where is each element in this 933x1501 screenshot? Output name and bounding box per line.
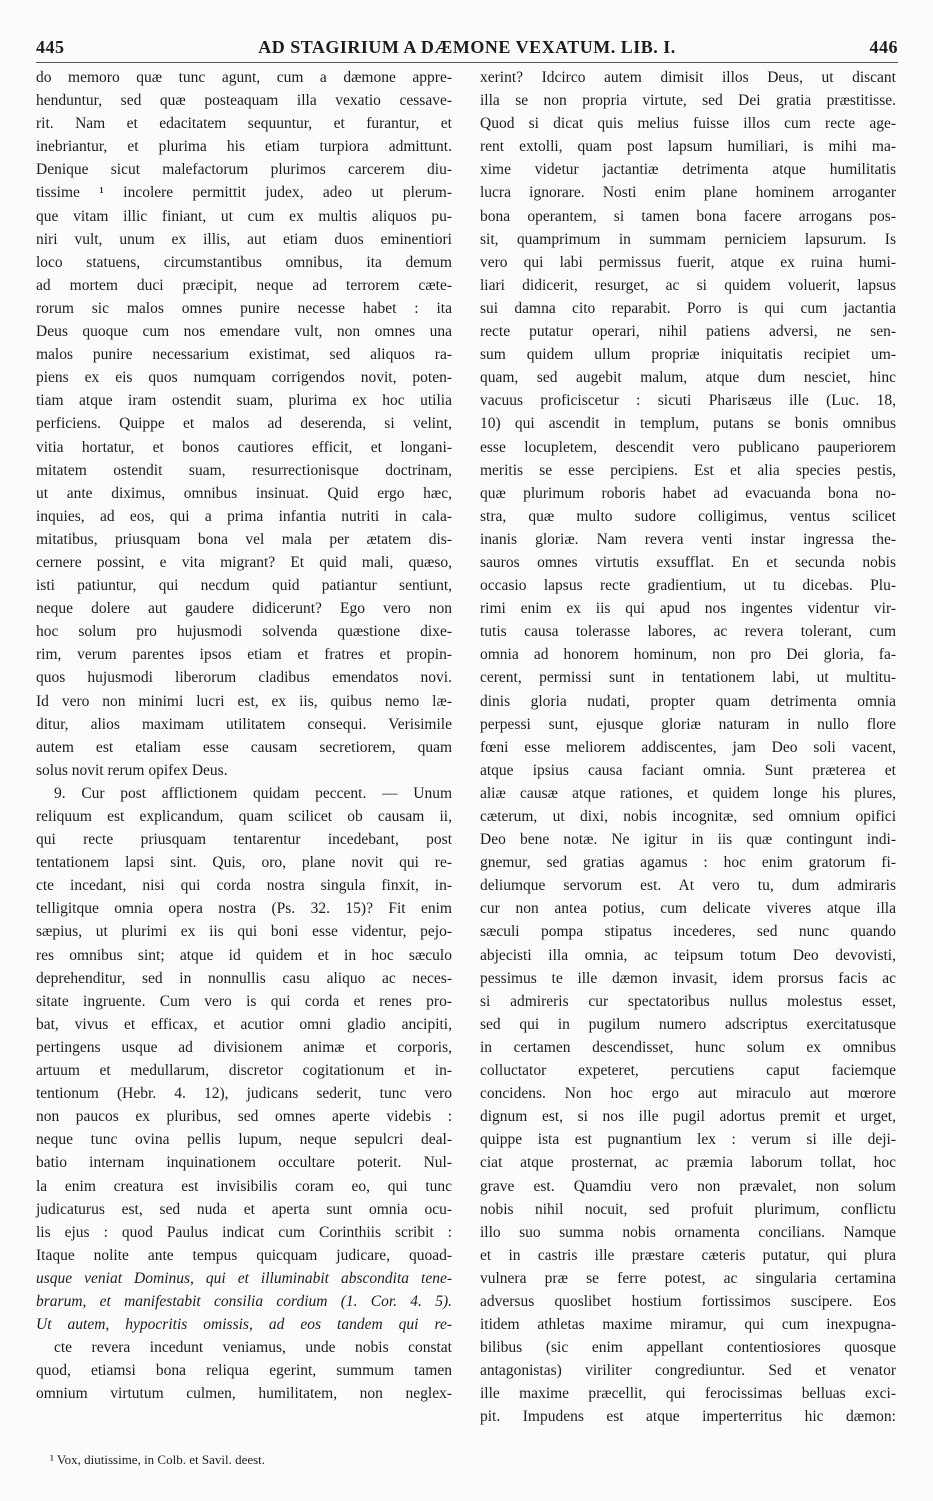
text-line: grave est. Quamdiu vero non prævalet, non solum [480,1177,896,1195]
text-line: Itaque nolite ante tempus quicquam judicare, quoad- [36,1246,452,1264]
text-line: occasio lapsus recte gradientium, ut tu dicebas. Plu- [480,577,896,595]
text-line: henduntur, sed quæ posteaquam illa vexatio cessave- [36,92,452,110]
text-line: ut ante diximus, omnibus insinuat. Quid ergo hæc, [36,484,452,502]
text-line: telligitque omnia opera nostra (Ps. 32. 15)? Fit enim [36,900,452,918]
text-line: colluctator expeteret, percutiens caput faciemque [480,1062,896,1080]
text-line: esse locupletem, descendit vero publicano pauperiorem [480,438,896,456]
text-line: liari didicerit, resurget, ac si quidem voluerit, lapsus [480,276,896,294]
text-line: Deo bene notæ. Ne igitur in iis quæ contingunt indi- [480,831,896,849]
text-line: judicaturus est, sed nuda et aperta sunt omnia ocu- [36,1200,452,1218]
text-line: fœni esse meliorem addiscentes, jam Deo soli vacent, [480,738,896,756]
text-line: cte incedant, nisi qui corda nostra singula finxit, in- [36,877,452,895]
text-line: brarum, et manifestabit consilia cordium (1. Cor. 4. 5). [36,1292,452,1310]
text-line: tiam atque iram ostendit suam, plurima ex hoc utilia [36,392,452,410]
text-line: xime videtur jactantiæ detrimenta atque humilitatis [480,161,896,179]
text-line: tentionum (Hebr. 4. 12), judicans sederit, tunc vero [36,1085,452,1103]
footnote: ¹ Vox, diutissime, in Colb. et Savil. deest. [50,1452,266,1467]
text-line: omnia ad honorem hominum, non pro Dei gloria, fa- [480,646,896,664]
text-line: inquies, ad eos, qui a prima infantia nutriti in cala- [36,507,452,525]
text-line: rimi enim ex iis qui apud nos ingentes videntur vir- [480,600,896,618]
text-line: aliæ causæ atque rationes, et quidem longe his plures, [480,784,896,802]
right-column [480,66,896,1429]
text-line: cerent, permissi sunt in tentationem labi, ut multitu- [480,669,896,687]
text-line: recte putatur operari, nihil patiens adversi, ne sen- [480,323,896,341]
text-line: sæculi pompa stipatus incederes, sed nunc quando [480,923,896,941]
text-line: bat, vivus et efficax, et acutior omni gladio ancipiti, [36,1015,452,1033]
text-line: 10) qui ascendit in templum, putans se bonis omnibus [480,415,896,433]
text-line: concidens. Non hoc ergo aut miraculo aut mœrore [480,1085,896,1103]
text-line: quæ plurimum roboris habet ad evacuanda bona no- [480,484,896,502]
text-line: dignum est, si nos ille pugil adortus premit et urget, [480,1108,896,1126]
text-line: rorum sic malos omnes punire necesse habet : ita [36,299,452,317]
text-line: inebriantur, et plurima his etiam turpiora admittunt. [36,138,452,156]
text-line: illo suo summa nobis ornamenta concilians. Namque [480,1223,896,1241]
text-line: do memoro quæ tunc agunt, cum a dæmone appre- [36,69,452,86]
text-line: niri vult, unum ex illis, aut etiam duos eminentiori [36,230,452,248]
text-line: quos hujusmodi liberorum cladibus emendatos novi. [36,669,452,687]
text-line: lis ejus : quod Paulus indicat cum Corinthiis scribit : [36,1223,452,1241]
text-line: batio internam inquinationem occultare poterit. Nul- [36,1154,452,1172]
text-line: mitatem ostendit suam, resurrectionisque doctrinam, [36,461,452,479]
text-line: bona operantem, si tamen bona facere arrogans pos- [480,207,896,225]
text-line: Denique sicut malefactorum plurimos carcerem diu- [36,161,452,179]
left-column [36,66,452,1405]
text-line: stra, quæ multo sudore colligimus, ventus scilicet [480,507,896,525]
text-line: malos punire necessarium existimat, sed aliquos ra- [36,346,452,364]
text-line: abjecisti illa omnia, ac teipsum totum Deo devovisti, [480,946,896,964]
text-line: tutis causa tolerasse labores, ac revera tolerant, cum [480,623,896,641]
text-line: ditur, alios maximam utilitatem consequi. Verisimile [36,715,452,733]
text-line: perficiens. Quippe et malos ad deserenda, si velint, [36,415,452,433]
text-line: ad mortem duci præcipit, neque ad terrorem cæte- [36,276,452,294]
text-line: artuum et medullarum, discretor cogitationum et in- [36,1062,452,1080]
text-line: isti patiuntur, qui necdum quid patiantur sentiunt, [36,577,452,595]
text-line: quippe ista est pugnantium lex : verum si ille deji- [480,1131,896,1149]
header-rule [36,62,898,63]
text-line: pessimus te ille dæmon invasit, idem prorsus facis ac [480,969,896,987]
text-line: non paucos ex pluribus, sed omnes aperte videbis : [36,1108,452,1126]
text-line: cernere possint, e vita migrant? Et quid mali, quæso, [36,553,452,571]
text-line: Ut autem, hypocritis omissis, ad eos tandem qui re- [36,1316,452,1334]
text-line: pit. Impudens est atque imperterritus hic dæmon: [480,1408,896,1426]
text-line: atque ipsius causa faciant omnia. Sunt præterea et [480,761,896,779]
text-line: perpessi sunt, ejusque gloriæ naturam in nullo flore [480,715,896,733]
text-line: rim, verum parentes ipsos etiam et fratres et propin- [36,646,452,664]
text-line: si admireris cur spectatoribus nullus molestus esset, [480,992,896,1010]
text-line: gnemur, sed gratias agamus : hoc enim gratorum fi- [480,854,896,872]
text-line: illa se non propria virtute, sed Dei gratia præstitisse. [480,92,896,110]
text-line: vitia hortatur, et bonos cautiores efficit, et longani- [36,438,452,456]
text-line: mitatibus, priusquam bona vel mala per ætatem dis- [36,530,452,548]
text-line: quam, sed augebit malum, atque dum nesciet, hinc [480,369,896,387]
text-line: lucra ignorare. Nosti enim plane hominem arroganter [480,184,896,202]
page-number-right: 446 [869,36,898,57]
text-line: ille maxime præcellit, qui ferocissimas belluas exci- [480,1385,896,1403]
text-line: solus novit rerum opifex Deus. [36,761,228,779]
text-line: cæterum, ut dixi, nobis incognitæ, sed omnium opifici [480,808,896,825]
page-number-left: 445 [36,36,65,57]
text-line: rent extolli, quam post lapsum humiliari, is mihi ma- [480,138,896,156]
text-line: sitate ingruente. Cum vero is qui corda et renes pro- [36,992,452,1010]
text-line: pertingens usque ad divisionem animæ et corporis, [36,1038,452,1056]
text-line: piens ex eis quos numquam corrigendos novit, poten- [36,369,452,387]
text-line: res omnibus sint; atque id quidem et in hoc sæculo [36,946,452,964]
text-line: 9. Cur post afflictionem quidam peccent. — Unum [54,784,452,802]
text-line: Deus quoque cum nos emendare vult, non omnes una [36,323,452,341]
text-line: vulnera præ se ferre potest, ac singularia certamina [480,1269,896,1287]
text-line: meritis se esse percipiens. Est et alia species pestis, [480,461,896,479]
text-line: sui damna cito reparabit. Porro is qui cum jactantia [480,299,896,317]
text-line: sauros omnes virtutis exsufflat. En et secunda nobis [480,553,896,571]
text-line: dinis gloria nudati, propter quam detrimenta omnia [480,692,896,710]
text-line: antagonistas) viriliter congrediuntur. Sed et venator [480,1362,896,1380]
text-line: itidem athletas maxime miramur, qui cum inexpugna- [480,1316,896,1334]
text-line: neque tunc ovina pellis lupum, neque sepulcri deal- [36,1131,452,1149]
text-line: sum quidem ullum propriæ iniquitatis recipiet um- [480,346,896,364]
text-line: nobis nihil nocuit, sed profuit plurimum, conflictu [480,1200,896,1218]
text-line: et in castris ille præstare cæteris putatur, qui plura [480,1246,896,1264]
text-line: qui recte priusquam tentarentur incedebant, post [36,831,452,849]
text-line: ciat atque prosternat, ac præmia laborum tollat, hoc [480,1154,896,1172]
text-line: autem est etaliam esse causam secretiorem, quam [36,738,452,756]
text-line: reliquum est explicandum, quam scilicet ob causam ii, [36,808,452,825]
text-line: hoc solum pro hujusmodi solvenda quæstione dixe- [36,623,452,641]
text-line: rit. Nam et edacitatem sequuntur, et furantur, et [36,115,452,133]
text-line: usque veniat Dominus, qui et illuminabit abscondita tene- [36,1269,452,1287]
text-line: la enim creatura est invisibilis coram eo, qui tunc [36,1177,452,1195]
text-line: sit, quamprimum in summam perniciem lapsurum. Is [480,230,896,248]
text-line: omnium virtutum culmen, humilitatem, non neglex- [36,1385,452,1403]
text-line: sed qui in pugilum numero adscriptus exercitatusque [480,1015,896,1033]
page-header [36,34,898,60]
text-line: deliumque servorum est. At vero tu, dum admiraris [480,877,896,895]
text-line: Quod si dicat quis melius fuisse illos cum recte age- [480,115,896,133]
text-line: vero qui labi permissus fuerit, atque ex ruina humi- [480,253,896,271]
text-line: cte revera incedunt veniamus, unde nobis constat [54,1339,452,1357]
text-line: deprehenditur, sed in nonnullis casu aliquo ac neces- [36,969,452,987]
text-line: cur non antea potius, cum delicate viveres atque illa [480,900,896,918]
text-line: vacuus proficiscetur : sicuti Pharisæus ille (Luc. 18, [480,392,896,410]
text-line: tissime ¹ incolere permittit judex, adeo ut plerum- [36,184,452,202]
text-line: quod, etiamsi bona reliqua egerint, summum tamen [36,1362,452,1380]
text-line: in certamen descendisset, hunc solum ex omnibus [480,1038,896,1056]
text-line: Id vero non minimi lucri est, ex iis, quibus nemo læ- [36,692,452,710]
text-line: tentationem lapsi sint. Quis, oro, plane novit qui re- [36,854,452,872]
text-line: inanis gloriæ. Nam revera venti instar ingressa the- [480,530,896,548]
text-line: sæpius, ut plurimi ex iis qui boni esse videntur, pejo- [36,923,452,941]
text-line: adversus quoslibet hostium fortissimos suscipere. Eos [480,1292,896,1310]
text-line: que vitam illic finiant, ut cum ex multis aliquos pu- [36,207,452,225]
text-line: loco statuens, circumstantibus omnibus, ita demum [36,253,452,271]
running-title: AD STAGIRIUM A DÆMONE VEXATUM. LIB. I. [258,36,676,57]
text-line: neque dolere aut gaudere didicerunt? Ego vero non [36,600,452,618]
text-line: xerint? Idcirco autem dimisit illos Deus, ut discant [480,69,896,86]
text-line: bilibus (sic enim appellant contentiosiores quosque [480,1339,896,1357]
